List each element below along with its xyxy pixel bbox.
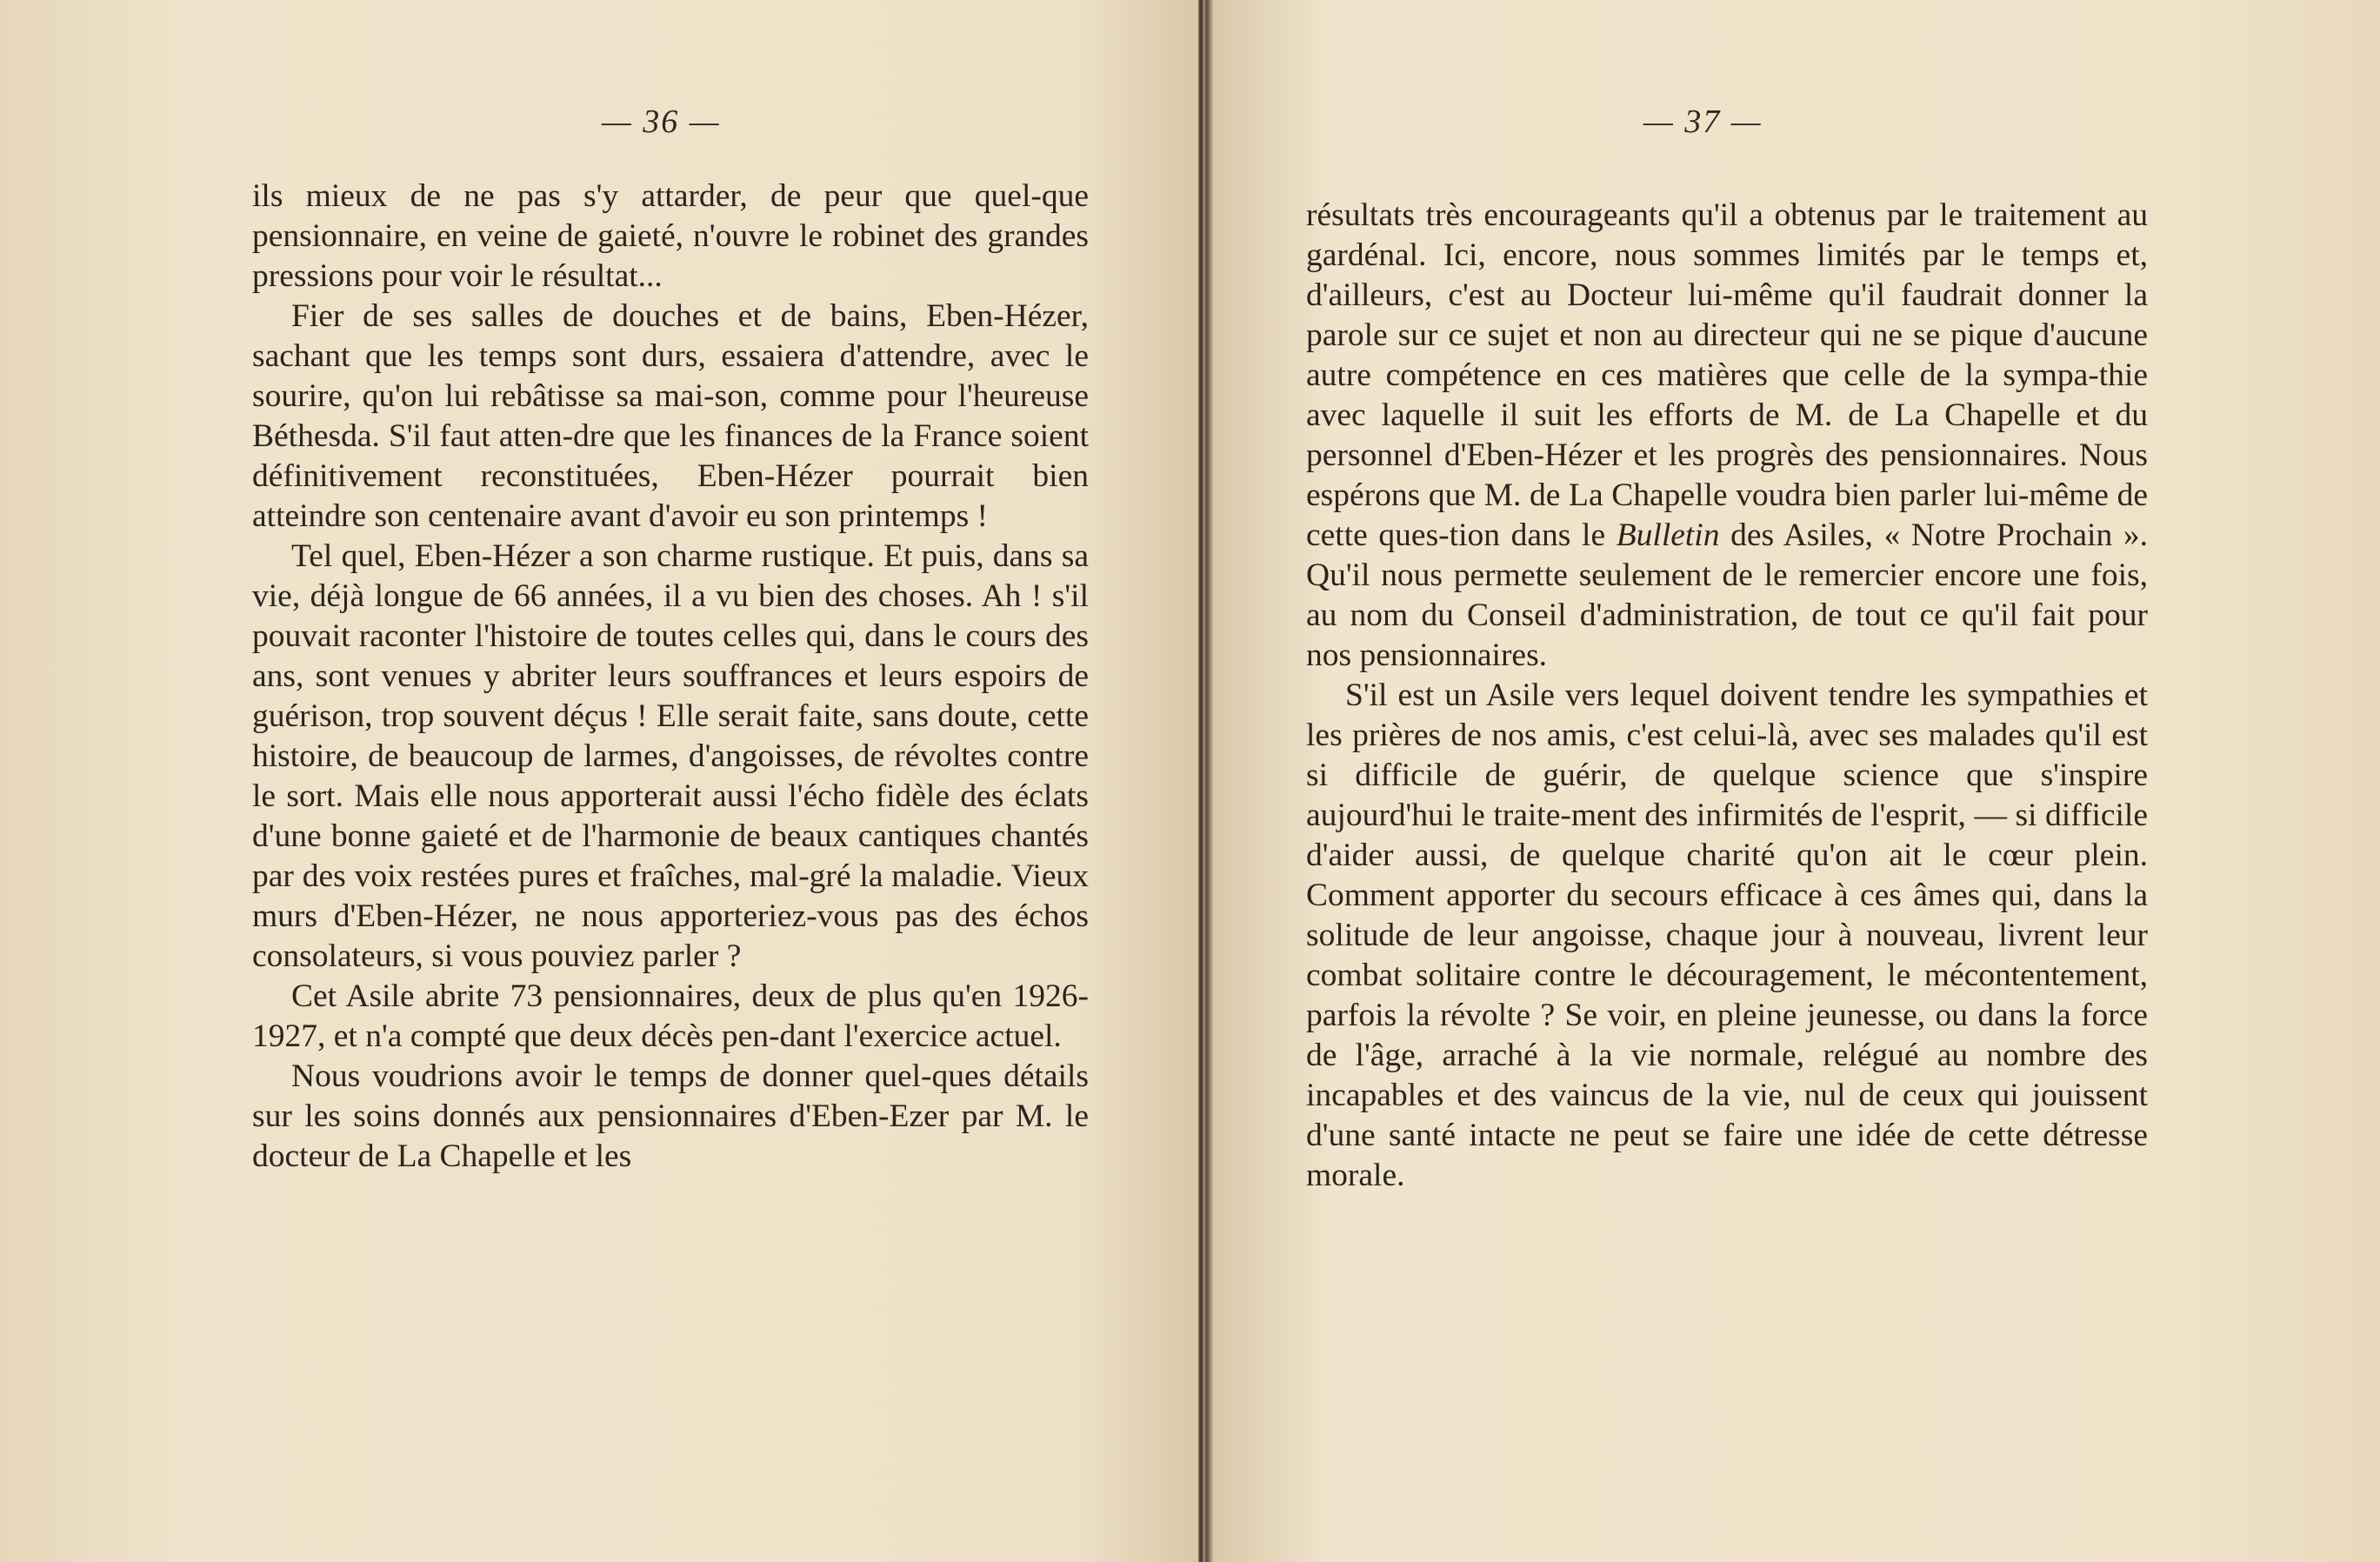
paragraph-right-1	[1306, 196, 2148, 676]
paragraph-right-1-end: des Asiles, « Notre Prochain ». Qu'il nous permette seulement de le remercier encore une fois, au nom du Conseil d'administration, de tout ce qu'il fait pour nos pensionnaires.	[1306, 517, 2148, 673]
paragraph-right-1-start: résultats très encourageants qu'il a obtenus par le traitement au gardénal. Ici, encore, nous sommes limités par le temps et, d'ailleurs, c'est au Docteur lui-même qu'il faudrait donner la parole sur ce sujet et non au directeur qui ne se pique d'aucune autre compétence en ces matières que celle de la sympa-thie avec laquelle il suit les efforts de M. de La Chapelle et du personnel d'Eben-Hézer et les progrès des pensionnaires. Nous espérons que M. de La Chapelle voudra bien parler lui-même de cette ques-tion dans le	[1306, 197, 2148, 553]
page-number-right: — 37 —	[1643, 103, 1763, 140]
left-page-text	[252, 177, 1089, 1177]
paragraph-left-5: Nous voudrions avoir le temps de donner quel-ques détails sur les soins donnés aux pensionnaires d'Eben-Ezer par M. le docteur de La Chapelle et les	[252, 1058, 1089, 1174]
paragraph-left-4: Cet Asile abrite 73 pensionnaires, deux de plus qu'en 1926-1927, et n'a compté que deux décès pen-dant l'exercice actuel.	[252, 978, 1089, 1054]
page-number-left: — 36 —	[602, 103, 721, 140]
right-page-text	[1306, 196, 2148, 1196]
paragraph-right-2: S'il est un Asile vers lequel doivent tendre les sympathies et les prières de nos amis, c'est celui-là, avec ses malades qu'il est si difficile de guérir, de quelque science que s'inspire aujourd'hui le traite-ment des infirmités de l'esprit, — si difficile d'aider aussi, de quelque charité qu'on ait le cœur plein. Comment apporter du secours efficace à ces âmes qui, dans la solitude de leur angoisse, chaque jour à nouveau, livrent leur combat solitaire contre le découragement, le mécontentement, parfois la révolte ? Se voir, en pleine jeunesse, ou dans la force de l'âge, arraché à la vie normale, relégué au nombre des incapables et des vaincus de la vie, nul de ceux qui jouissent d'une santé intacte ne peut se faire une idée de cette détresse morale.	[1306, 678, 2148, 1193]
paragraph-left-2: Fier de ses salles de douches et de bains, Eben-Hézer, sachant que les temps sont durs, essaiera d'attendre, avec le sourire, qu'on lui rebâtisse sa mai-son, comme pour l'heureuse Béthesda. S'il faut atten-dre que les finances de la France soient définitivement reconstituées, Eben-Hézer pourrait bien atteindre son centenaire avant d'avoir eu son printemps !	[252, 298, 1089, 534]
paragraph-left-3: Tel quel, Eben-Hézer a son charme rustique. Et puis, dans sa vie, déjà longue de 66 années, il a vu bien des choses. Ah ! s'il pouvait raconter l'histoire de toutes celles qui, dans le cours des ans, sont venues y abriter leurs souffrances et leurs espoirs de guérison, trop souvent déçus ! Elle serait faite, sans doute, cette histoire, de beaucoup de larmes, d'angoisses, de révoltes contre le sort. Mais elle nous apporterait aussi l'écho fidèle des éclats d'une bonne gaieté et de l'harmonie de beaux cantiques chantés par des voix restées pures et fraîches, mal-gré la maladie. Vieux murs d'Eben-Hézer, ne nous apporteriez-vous pas des échos consolateurs, si vous pouviez parler ?	[252, 538, 1089, 974]
right-page	[1203, 0, 2380, 1562]
bulletin-title: Bulletin	[1616, 517, 1720, 553]
paragraph-left-1: ils mieux de ne pas s'y attarder, de peur que quel-que pensionnaire, en veine de gaieté, n'ouvre le robinet des grandes pressions pour voir le résultat...	[252, 178, 1089, 294]
